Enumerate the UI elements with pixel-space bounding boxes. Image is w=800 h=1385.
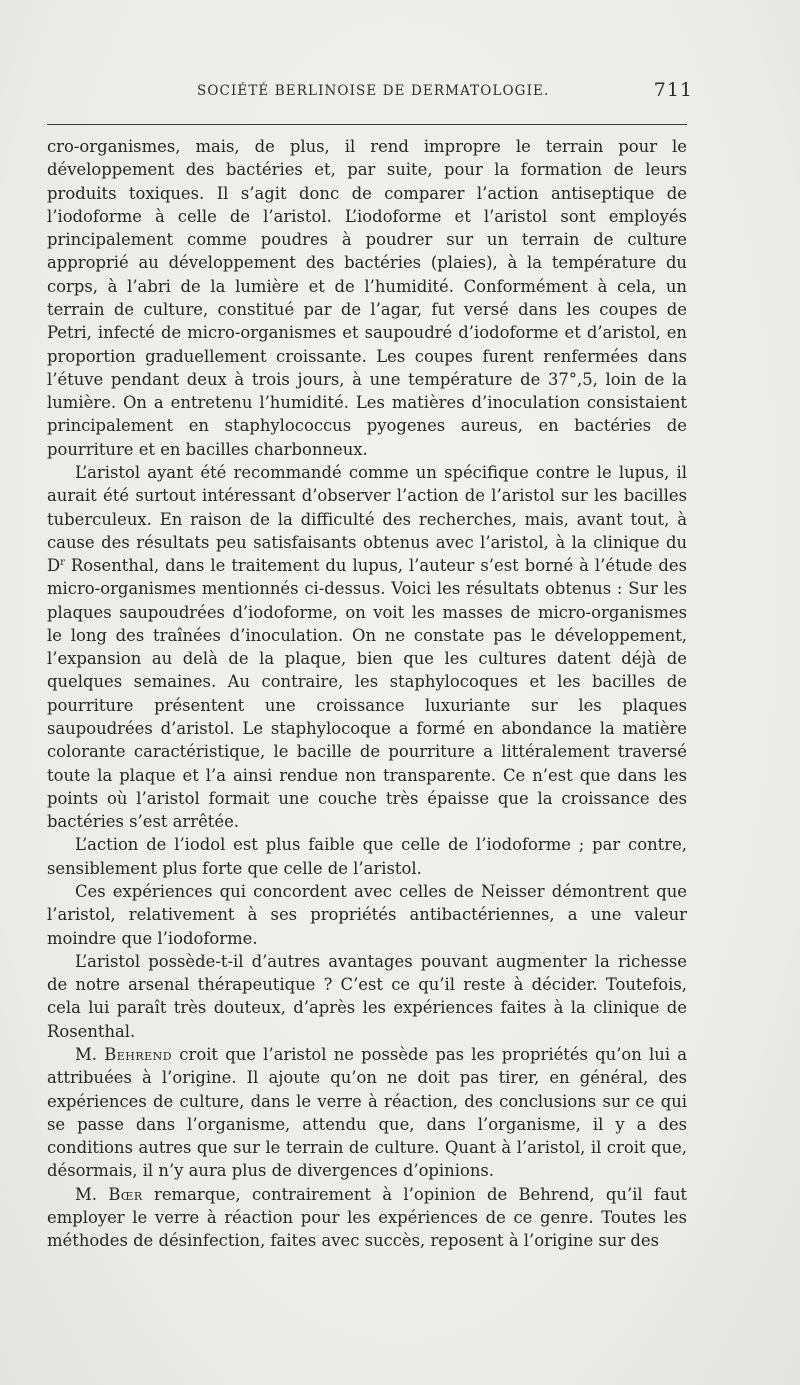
paragraph-5: L’aristol possède-t-il d’autres avantages pouvant augmenter la richesse de notre arsenal thérapeutique ? C’est ce qu’il reste à décider. Toutefois, cela lui paraît très douteux, d’après les expériences faites à la clinique de Rosenthal. xyxy=(47,951,687,1041)
paragraph-4: Ces expériences qui concordent avec celles de Neisser démontrent que l’aristol, relativement à ses propriétés antibactériennes, a une valeur moindre que l’iodoforme. xyxy=(47,882,687,948)
paragraph-2-text-before: L’aristol ayant été recommandé comme un spécifique contre le lupus, il aurait été surtout intéressant d’observer l’action de l’aristol sur les bacilles tuberculeux. En raison de la difficulté des recherches, mais, avant tout, à cause des résultats peu satisfaisants obtenus avec l’aristol, à la clinique du D xyxy=(47,462,687,576)
paragraph-7-text: remarque, contrairement à l’opinion de Behrend, qu’il faut employer le verre à réaction pour les expériences de ce genre. Toutes les méthodes de désinfection, faites avec succès, reposent à l’origine sur des xyxy=(47,1184,687,1251)
running-title: SOCIÉTÉ BERLINOISE DE DERMATOLOGIE. xyxy=(197,83,550,99)
body-text xyxy=(47,135,687,1253)
paragraph-2 xyxy=(47,461,687,834)
paragraph-1: cro-organismes, mais, de plus, il rend impropre le terrain pour le développement des bactéries et, par suite, pour la formation de leurs produits toxiques. Il s’agit donc de comparer l’action antiseptique de l’iodoforme à celle de l’aristol. L’iodoforme et l’aristol sont employés principalement comme poudres à poudrer sur un terrain de culture approprié au développement des bactéries (plaies), à la température du corps, à l’abri de la lumière et de l’humidité. Conformément à cela, un terrain de culture, constitué par de l’agar, fut versé dans les coupes de Petri, infecté de micro-organismes et saupoudré d’iodoforme et d’aristol, en proportion graduellement croissante. Les coupes furent renfermées dans l’étuve pendant deux à trois jours, à une température de 37°,5, loin de la lumière. On a entretenu l’humidité. Les matières d’inoculation consistaient principalement en staphylococcus pyogenes aureus, en bactéries de pourriture et en bacilles charbonneux. xyxy=(47,137,687,459)
paragraph-6 xyxy=(47,1043,687,1183)
page-number: 711 xyxy=(653,79,693,101)
paragraph-7 xyxy=(47,1183,687,1253)
speaker-prefix: M. xyxy=(75,1184,109,1204)
doctor-abbrev-superscript: r xyxy=(60,557,65,569)
paragraph-2-text-after: Rosenthal, dans le traitement du lupus, l’auteur s’est borné à l’étude des micro-organismes mentionnés ci-dessus. Voici les résultats obtenus : Sur les plaques saupoudrées d’iodoforme, on voit les masses de micro-organismes le long des traînées d’inoculation. On ne constate pas le développement, l’expansion au delà de la plaque, bien que les cultures datent déjà de quelques semaines. Au contraire, les staphylocoques et les bacilles de pourriture présentent une croissance luxuriante sur les plaques saupoudrées d’aristol. Le staphylocoque a formé en abondance la matière colorante caractéristique, le bacille de pourriture a littéralement traversé toute la plaque et l’a ainsi rendue non transparente. Ce n’est que dans les points où l’aristol formait une couche très épaisse que la croissance des bactéries s’est arrêtée. xyxy=(47,556,687,832)
paragraph-3: L’action de l’iodol est plus faible que celle de l’iodoforme ; par contre, sensiblement plus forte que celle de l’aristol. xyxy=(47,835,687,878)
paragraph-6-text: croit que l’aristol ne possède pas les propriétés qu’on lui a attribuées à l’origine. Il ajoute qu’on ne doit pas tirer, en général, des expériences de culture, dans le verre à réaction, des conclusions sur ce qui se passe dans l’organisme, attendu que, dans l’organisme, il y a des conditions autres que sur le terrain de culture. Quant à l’aristol, il croit que, désormais, il n’y aura plus de divergences d’opinions. xyxy=(47,1044,688,1181)
speaker-prefix: M. xyxy=(75,1044,105,1064)
speaker-name-boer: Bœr xyxy=(108,1184,143,1204)
header-rule xyxy=(47,124,687,125)
page-header xyxy=(47,79,693,107)
speaker-name-behrend: Behrend xyxy=(104,1044,173,1064)
